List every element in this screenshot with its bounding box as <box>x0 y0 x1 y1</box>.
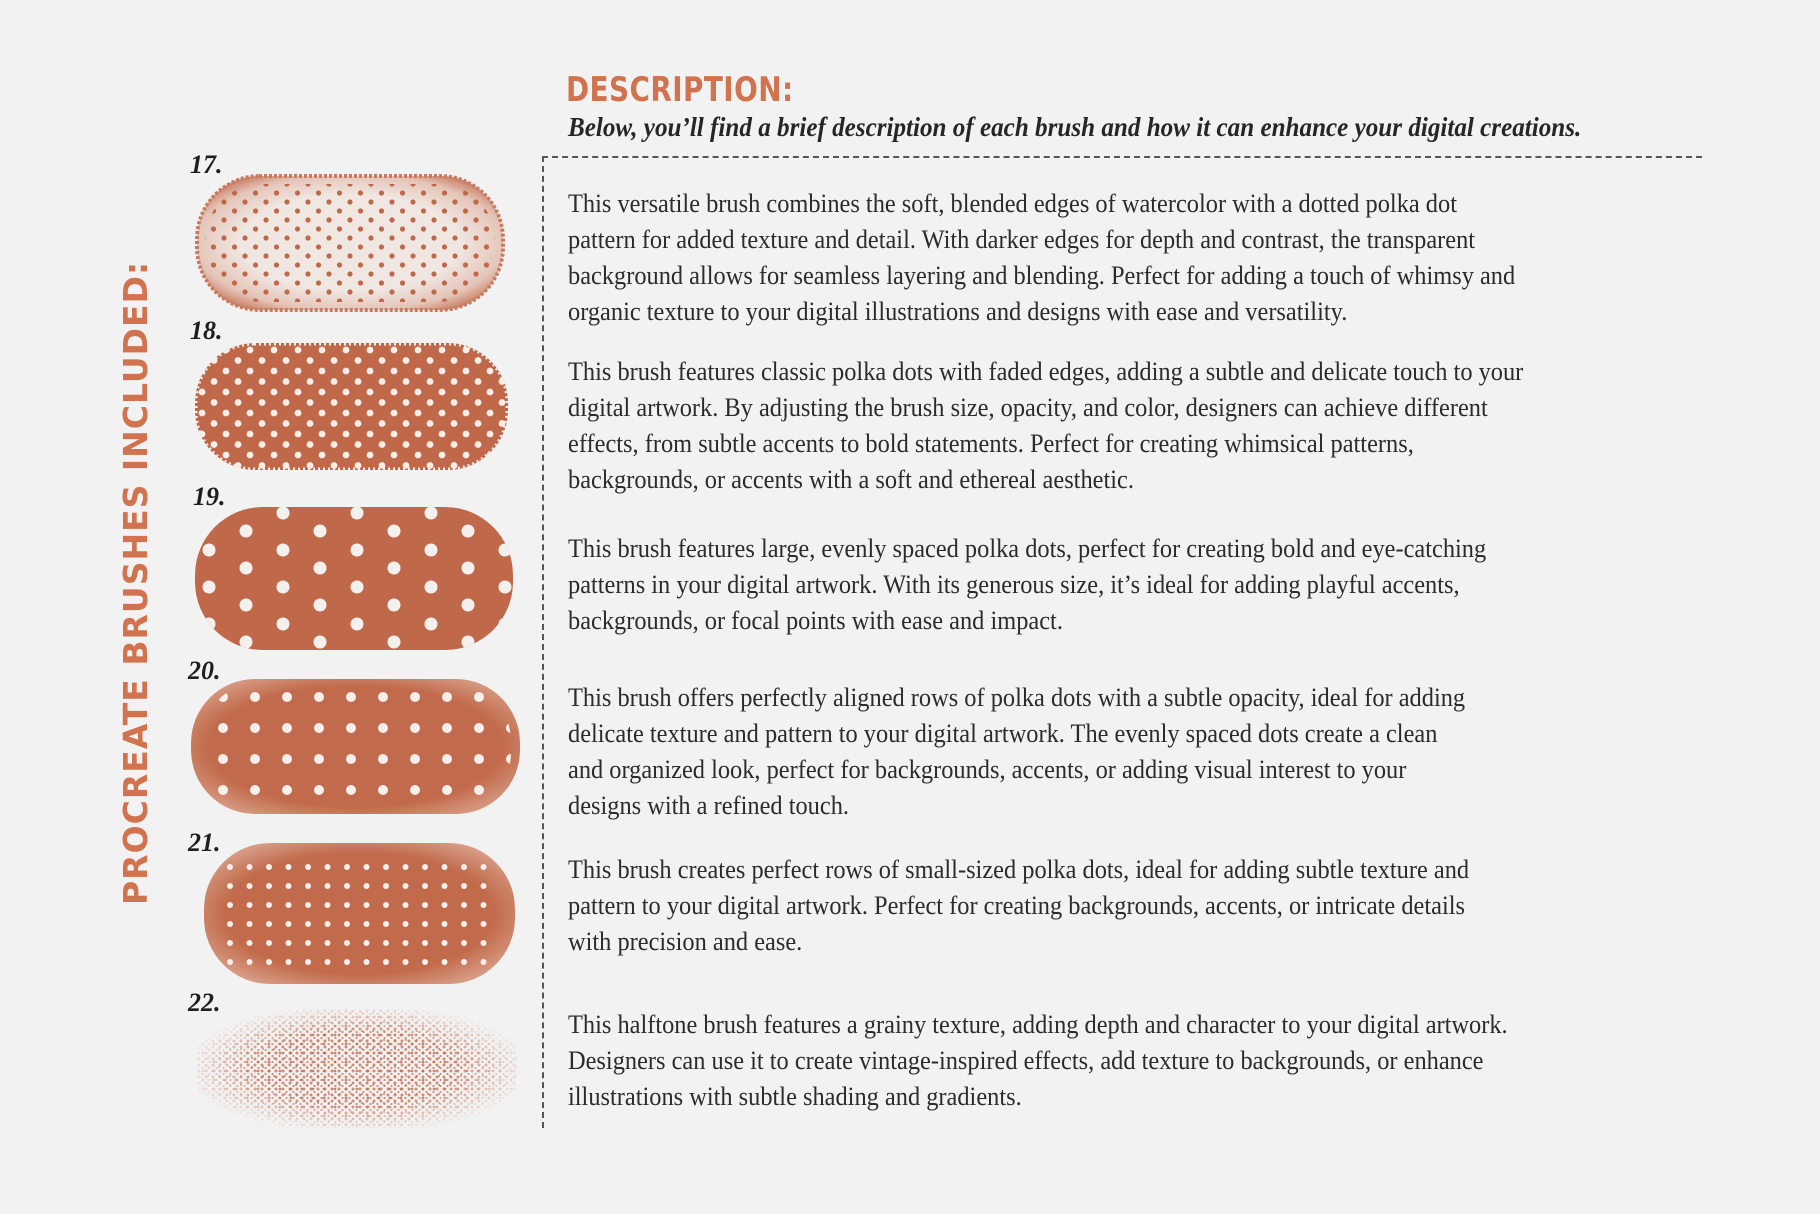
description-line: patterns in your digital artwork. With its generous size, it’s ideal for adding playful accents, <box>568 569 1460 599</box>
brush-21-number: 21. <box>188 828 221 857</box>
description-line: and organized look, perfect for backgrounds, accents, or adding visual interest to your <box>568 754 1407 784</box>
side-title: PROCREATE BRUSHES INCLUDED: <box>116 260 155 905</box>
brush-20-description <box>568 679 1543 823</box>
brush-21-pattern-icon <box>204 843 515 984</box>
vertical-dashed-divider <box>542 156 544 1128</box>
description-line: effects, from subtle accents to bold statements. Perfect for creating whimsical patterns, <box>568 428 1414 458</box>
brush-20-swatch <box>191 679 520 814</box>
brush-17-description <box>568 185 1598 329</box>
brush-21-swatch <box>204 843 515 984</box>
description-line: This brush features large, evenly spaced polka dots, perfect for creating bold and eye-catching <box>568 533 1487 563</box>
brush-19-number: 19. <box>193 482 226 511</box>
description-line: illustrations with subtle shading and gradients. <box>568 1081 1022 1111</box>
description-line: digital artwork. By adjusting the brush size, opacity, and color, designers can achieve different <box>568 392 1488 422</box>
brush-18-number: 18. <box>190 316 223 345</box>
brush-19-pattern-icon <box>195 507 513 650</box>
brush-22-number: 22. <box>188 988 221 1017</box>
brush-22-swatch <box>197 1009 517 1128</box>
description-line: backgrounds, or accents with a soft and ethereal aesthetic. <box>568 464 1134 494</box>
brush-21-description <box>568 851 1547 959</box>
brush-18-pattern-icon <box>195 343 508 470</box>
brush-22-pattern-icon <box>197 1009 517 1128</box>
description-heading: DESCRIPTION: <box>566 70 794 110</box>
horizontal-dashed-divider <box>542 156 1702 158</box>
brush-17-number: 17. <box>190 150 223 179</box>
brush-17-swatch <box>195 174 505 312</box>
brush-19-swatch <box>195 507 513 650</box>
description-line: This versatile brush combines the soft, blended edges of watercolor with a dotted polka dot <box>568 188 1457 218</box>
description-line: background allows for seamless layering and blending. Perfect for adding a touch of whimsy and <box>568 260 1516 290</box>
description-line: backgrounds, or focal points with ease and impact. <box>568 605 1063 635</box>
description-subtitle: Below, you’ll find a brief description of each brush and how it can enhance your digital creations. <box>568 112 1582 142</box>
description-line: with precision and ease. <box>568 926 803 956</box>
brush-17-pattern-icon <box>195 174 505 312</box>
description-line: pattern to your digital artwork. Perfect for creating backgrounds, accents, or intricate details <box>568 890 1465 920</box>
brush-19-description <box>568 530 1566 638</box>
brush-18-description <box>568 353 1606 497</box>
description-line: designs with a refined touch. <box>568 790 849 820</box>
description-line: pattern for added texture and detail. With darker edges for depth and contrast, the transparent <box>568 224 1476 254</box>
description-line: delicate texture and pattern to your digital artwork. The evenly spaced dots create a clean <box>568 718 1438 748</box>
brush-22-description <box>568 1006 1589 1114</box>
brush-20-pattern-icon <box>191 679 520 814</box>
description-line: organic texture to your digital illustrations and designs with ease and versatility. <box>568 296 1348 326</box>
brush-20-number: 20. <box>188 656 221 685</box>
description-line: This brush creates perfect rows of small-sized polka dots, ideal for adding subtle texture and <box>568 854 1470 884</box>
description-line: This halftone brush features a grainy texture, adding depth and character to your digital artwork. <box>568 1009 1508 1039</box>
description-line: This brush features classic polka dots with faded edges, adding a subtle and delicate touch to your <box>568 356 1524 386</box>
description-line: This brush offers perfectly aligned rows of polka dots with a subtle opacity, ideal for adding <box>568 682 1466 712</box>
brush-18-swatch <box>195 343 508 470</box>
description-line: Designers can use it to create vintage-inspired effects, add texture to backgrounds, or enhance <box>568 1045 1484 1075</box>
